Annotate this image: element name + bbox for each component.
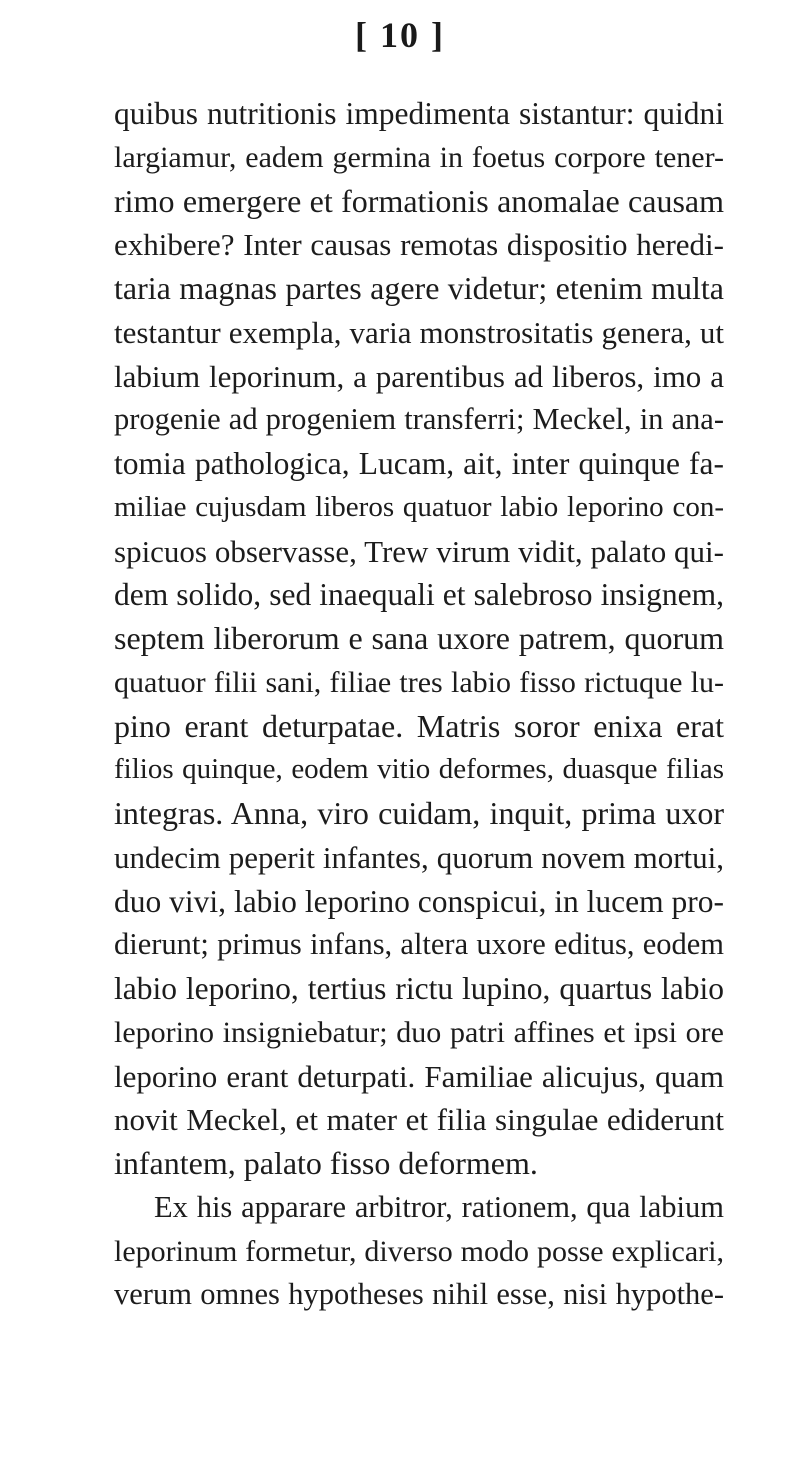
text-line: labium leporinum, a parentibus ad liberos, imo a <box>114 358 724 394</box>
text-line: testantur exempla, varia monstrositatis genera, ut <box>114 314 724 350</box>
text-line: spicuos observasse, Trew virum vidit, palato qui- <box>114 533 724 569</box>
text-line: leporino erant deturpati. Familiae alicujus, quam <box>114 1058 724 1094</box>
text-line-paragraph-start: Ex his apparare arbitror, rationem, qua labium <box>154 1189 724 1224</box>
text-line: integras. Anna, viro cuidam, inquit, prima uxor <box>114 795 724 831</box>
text-line: dierunt; primus infans, altera uxore editus, eodem <box>114 927 724 962</box>
text-line-paragraph-end: infantem, palato fisso deformem. <box>114 1145 538 1181</box>
text-line: verum omnes hypotheses nihil esse, nisi hypothe- <box>114 1277 724 1312</box>
text-line: tomia pathologica, Lucam, ait, inter quinque fa- <box>114 446 724 481</box>
page-number: [ 10 ] <box>355 15 445 55</box>
text-line: progenie ad progeniem transferri; Meckel, in ana- <box>114 402 724 437</box>
text-line: quatuor filii sani, filiae tres labio fisso rictuque lu- <box>114 665 724 699</box>
text-line: largiamur, eadem germina in foetus corpore tener- <box>114 140 724 174</box>
text-line: undecim peperit infantes, quorum novem mortui, <box>114 839 724 875</box>
text-line: leporinum formetur, diverso modo posse explicari, <box>114 1234 724 1268</box>
text-line: duo vivi, labio leporino conspicui, in lucem pro- <box>114 883 724 919</box>
text-line: pino erant deturpatae. Matris soror enixa erat <box>114 707 724 744</box>
text-line: taria magnas partes agere videtur; etenim multa <box>114 270 724 306</box>
text-line: septem liberorum e sana uxore patrem, quorum <box>114 620 724 656</box>
text-line: rimo emergere et formationis anomalae causam <box>114 182 724 219</box>
text-line: leporino insigniebatur; duo patri affines et ipsi ore <box>114 1015 724 1049</box>
body-text <box>114 92 724 1317</box>
text-line: exhibere? Inter causas remotas dispositio heredi- <box>114 227 724 263</box>
text-line: labio leporino, tertius rictu lupino, quartus labio <box>114 971 724 1006</box>
text-line: quibus nutritionis impedimenta sistantur: quidni <box>114 96 724 131</box>
text-line: novit Meckel, et mater et filia singulae ediderunt <box>114 1102 724 1138</box>
text-line: dem solido, sed inaequali et salebroso insignem, <box>114 577 724 613</box>
text-line: filios quinque, eodem vitio deformes, duasque filias <box>114 753 724 786</box>
text-line: miliae cujusdam liberos quatuor labio leporino con- <box>114 490 724 523</box>
